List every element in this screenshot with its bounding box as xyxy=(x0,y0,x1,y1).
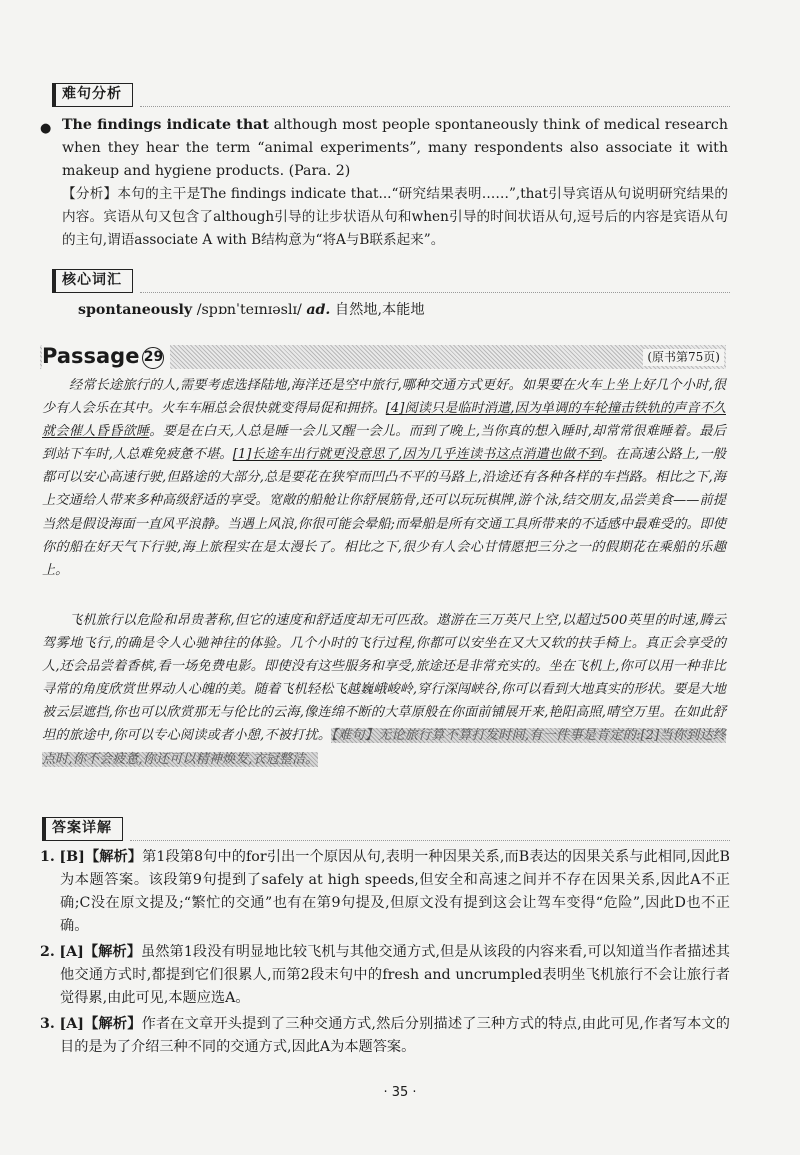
passage-number-badge: 29 xyxy=(142,347,164,369)
section-divider xyxy=(140,106,730,107)
section-heading-core-vocab: 核心词汇 xyxy=(52,269,133,293)
answer-text: 虽然第1段没有明显地比较飞机与其他交通方式,但是从该段的内容来看,可以知道当作者描述其他交通方式时,都提到它们很累人,而第2段末句中的fresh and uncrumpled表明坐飞机旅行不会让旅行者觉得累,由此可见,本题应选A。 xyxy=(60,944,730,1006)
answer-item xyxy=(40,846,730,938)
answer-item xyxy=(40,1013,730,1059)
passage-paragraph-2: 飞机旅行以危险和昂贵著称,但它的速度和舒适度却无可匹敌。遨游在三万英尺上空,以超过500英里的时速,腾云驾雾地飞行,的确是令人心驰神往的体验。几个小时的飞行过程,你都可以安坐在又大又软的扶手椅上。真正会享受的人,还会品尝着香槟,看一场免费电影。即使没有这些服务和享受,旅途还是非常充实的。坐在飞机上,你可以用一种非比寻常的角度欣赏世界动人心魄的美。随着飞机轻松飞越巍峨峻岭,穿行深闯峡谷,你可以看到大地真实的形状。要是大地被云层遮挡,你也可以欣赏那无与伦比的云海,像连绵不断的大草原般在你面前铺展开来,艳阳高照,晴空万里。在如此舒坦的旅途中,你可以专心阅读或者小憩,不被打扰。【难句】无论旅行算不算打发时间,有一件事是肯定的:[2]当你到达终点时,你不会疲惫,你还可以精神焕发,衣冠整洁。 xyxy=(42,613,726,767)
page-number: · 35 · xyxy=(383,1085,417,1100)
section-divider xyxy=(130,840,730,841)
vocab-phonetic: /spɒnˈteɪnɪəslɪ/ xyxy=(192,302,307,318)
answer-number: 1. xyxy=(40,849,55,865)
answer-key: [B] xyxy=(59,849,85,865)
bullet-icon: ● xyxy=(40,121,52,136)
underlined-sentence-1: [1]长途车出行就更没意思了,因为几乎连读书这点消遣也做不到 xyxy=(232,447,602,463)
difficult-sentence-text xyxy=(62,114,728,183)
underlined-sentence-4: [4]阅读只是临时消遣,因为单调的车轮撞击铁轨的声音不久就会催人昏昏欲睡 xyxy=(42,401,726,440)
section-heading-answers: 答案详解 xyxy=(42,817,123,841)
answer-key: [A] xyxy=(59,1016,84,1032)
answer-text: 作者在文章开头提到了三种交通方式,然后分别描述了三种方式的特点,由此可见,作者写本文的目的是为了介绍三种不同的交通方式,因此A为本题答案。 xyxy=(60,1016,730,1055)
section-divider xyxy=(140,292,730,293)
answer-text: 第1段第8句中的for引出一个原因从句,表明一种因果关系,而B表达的因果关系与此相同,因此B为本题答案。该段第9句提到了safely at high speeds,但安全和高速之间并不存在因果关系,因此A不正确;C没在原文提及;“繁忙的交通”也有在第9句提及,但原文没有提到这会让驾车变得“危险”,因此D也不正确。 xyxy=(60,849,730,934)
answer-item xyxy=(40,941,730,1010)
answer-number: 3. xyxy=(40,1016,55,1032)
source-reference: (原书第75页) xyxy=(643,349,724,366)
answer-label: 【解析】 xyxy=(83,944,142,960)
answer-number: 2. xyxy=(40,944,55,960)
shaded-difficult-sentence: 【难句】无论旅行算不算打发时间,有一件事是肯定的:[2]当你到达终点时,你不会疲惫,你还可以精神焕发,衣冠整洁。 xyxy=(42,728,726,767)
sentence-rest: although most people spontaneously think of medical research when they hear the term “animal experiments”, many respondents also associate it with makeup and hygiene products. (Para. 2) xyxy=(62,117,728,179)
answer-label: 【解析】 xyxy=(83,1016,142,1032)
answer-key: [A] xyxy=(59,944,84,960)
analysis-label: 【分析】 xyxy=(62,186,118,202)
section-heading-difficult-sentence: 难句分析 xyxy=(52,83,133,107)
vocab-pos: ad. xyxy=(306,302,331,318)
vocab-word: spontaneously xyxy=(78,302,193,318)
passage-paragraph-1: 经常长途旅行的人,需要考虑选择陆地,海洋还是空中旅行,哪种交通方式更好。如果要在火车上坐上好几个小时,很少有人会乐在其中。火车车厢总会很快就变得局促和拥挤。[4]阅读只是临时消遣,因为单调的车轮撞击铁轨的声音不久就会催人昏昏欲睡。要是在白天,人总是睡一会儿又醒一会儿。而到了晚上,当你真的想入睡时,却常常很难睡着。最后到站下车时,人总难免疲惫不堪。[1]长途车出行就更没意思了,因为几乎连读书这点消遣也做不到。在高速公路上,一般都可以安心高速行驶,但路途的大部分,总是要花在狭窄而凹凸不平的马路上,沿途还有各种各样的车挡路。相比之下,海上交通给人带来多种高级舒适的享受。宽敞的船舱让你舒展筋骨,还可以玩玩棋牌,游个泳,结交朋友,品尝美食——前提当然是假设海面一直风平浪静。当遇上风浪,你很可能会晕船;而晕船是所有交通工具所带来的不适感中最难受的。即使你的船在好天气下行驶,海上旅程实在是太漫长了。相比之下,很少有人会心甘情愿把三分之一的假期花在乘船的乐趣上。 xyxy=(42,378,726,578)
sentence-analysis xyxy=(62,183,728,252)
vocab-entry xyxy=(78,299,718,322)
vocab-meaning: 自然地,本能地 xyxy=(330,302,425,318)
sentence-lead: The findings indicate that xyxy=(62,117,269,133)
analysis-text: 本句的主干是The findings indicate that...“研究结果表明……”,that引导宾语从句说明研究结果的内容。宾语从句又包含了although引导的让步状语从句和when引导的时间状语从句,逗号后的内容是宾语从句的主句,谓语associate A with B结构意为“将A与B联系起来”。 xyxy=(62,186,729,248)
passage-title: Passage 29 xyxy=(42,343,170,369)
answer-label: 【解析】 xyxy=(84,849,143,865)
